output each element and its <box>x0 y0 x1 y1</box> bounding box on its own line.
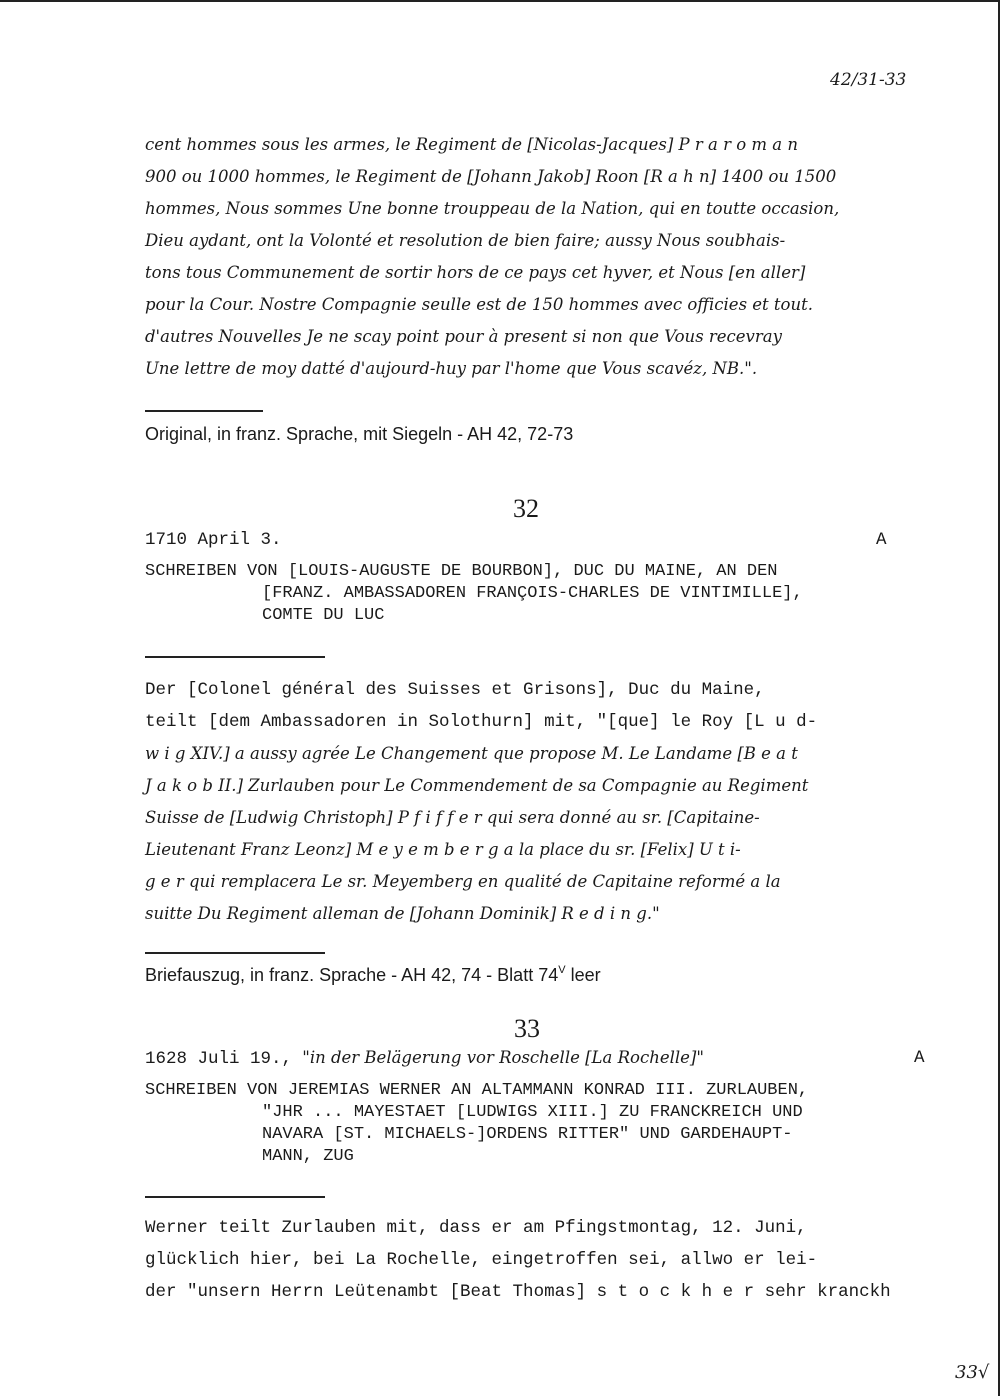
text-line: hommes, Nous sommes Une bonne trouppeau de la Nation, qui en toutte occasion, <box>145 199 840 218</box>
document-date-line <box>145 1048 704 1069</box>
handwritten-page-mark: 33√ <box>955 1362 990 1383</box>
source-note: Original, in franz. Sprache, mit Siegeln - AH 42, 72-73 <box>145 424 574 444</box>
divider <box>145 1196 325 1198</box>
document-place: "in der Belägerung vor Roschelle [La Rochelle]" <box>302 1048 704 1067</box>
text-line: w i g XIV.] a aussy agrée Le Changement que propose M. Le Landame [B e a t <box>145 744 798 763</box>
page-reference: 42/31-33 <box>830 70 907 90</box>
divider <box>145 952 325 954</box>
document-date: 1710 April 3. <box>145 530 282 550</box>
document-mark: A <box>914 1048 925 1068</box>
source-text: Briefauszug, in franz. Sprache - AH 42, 74 - Blatt 74 <box>145 965 559 985</box>
text-line: pour la Cour. Nostre Compagnie seulle est de 150 hommes avec officies et tout. <box>145 295 813 314</box>
text-line: Lieutenant Franz Leonz] M e y e m b e r g a la place du sr. [Felix] U t i- <box>145 840 741 859</box>
text-line: Werner teilt Zurlauben mit, dass er am Pfingstmontag, 12. Juni, <box>145 1218 807 1238</box>
document-date: 1628 Juli 19., <box>145 1049 293 1069</box>
heading-line: SCHREIBEN VON JEREMIAS WERNER AN ALTAMMANN KONRAD III. ZURLAUBEN, <box>145 1081 809 1100</box>
text-line: teilt [dem Ambassadoren in Solothurn] mit, "[que] le Roy [L u d- <box>145 712 818 732</box>
text-line: suitte Du Regiment alleman de [Johann Dominik] R e d i n g." <box>145 904 660 923</box>
source-superscript: V <box>558 964 566 976</box>
heading-line: SCHREIBEN VON [LOUIS-AUGUSTE DE BOURBON], DUC DU MAINE, AN DEN <box>145 562 778 581</box>
heading-line: COMTE DU LUC <box>262 606 385 625</box>
text-line: g e r qui remplacera Le sr. Meyemberg en qualité de Capitaine reformé a la <box>145 872 781 891</box>
heading-line: "JHR ... MAYESTAET [LUDWIGS XIII.] ZU FRANCKREICH UND <box>262 1103 803 1122</box>
heading-line: [FRANZ. AMBASSADOREN FRANÇOIS-CHARLES DE VINTIMILLE], <box>262 584 803 603</box>
text-line: der "unsern Herrn Leütenambt [Beat Thomas] s t o c k h e r sehr kranckh <box>145 1282 891 1302</box>
text-line: J a k o b II.] Zurlauben pour Le Commendement de sa Compagnie au Regiment <box>145 776 809 795</box>
divider <box>145 410 263 412</box>
source-note <box>145 964 601 986</box>
text-line: cent hommes sous les armes, le Regiment de [Nicolas-Jacques] P r a r o m a n <box>145 135 798 154</box>
text-line: Une lettre de moy datté d'aujourd-huy par l'home que Vous scavéz, NB.". <box>145 359 758 378</box>
heading-line: MANN, ZUG <box>262 1147 354 1166</box>
text-line: tons tous Communement de sortir hors de ce pays cet hyver, et Nous [en aller] <box>145 263 806 282</box>
source-tail: leer <box>570 965 601 985</box>
document-number: 33 <box>514 1014 540 1043</box>
text-line: d'autres Nouvelles Je ne scay point pour à present si non que Vous recevray <box>145 327 782 346</box>
document-number: 32 <box>513 494 539 523</box>
text-line: Dieu aydant, ont la Volonté et resolution de bien faire; aussy Nous soubhais- <box>145 231 786 250</box>
heading-line: NAVARA [ST. MICHAELS-]ORDENS RITTER" UND GARDEHAUPT- <box>262 1125 793 1144</box>
divider <box>145 656 325 658</box>
text-line: Suisse de [Ludwig Christoph] P f i f f e r qui sera donné au sr. [Capitaine- <box>145 808 760 827</box>
text-line: glücklich hier, bei La Rochelle, eingetroffen sei, allwo er lei- <box>145 1250 818 1270</box>
page-border-top <box>0 0 1000 2</box>
text-line: 900 ou 1000 hommes, le Regiment de [Johann Jakob] Roon [R a h n] 1400 ou 1500 <box>145 167 837 186</box>
text-line: Der [Colonel général des Suisses et Grisons], Duc du Maine, <box>145 680 765 700</box>
document-mark: A <box>876 530 887 550</box>
